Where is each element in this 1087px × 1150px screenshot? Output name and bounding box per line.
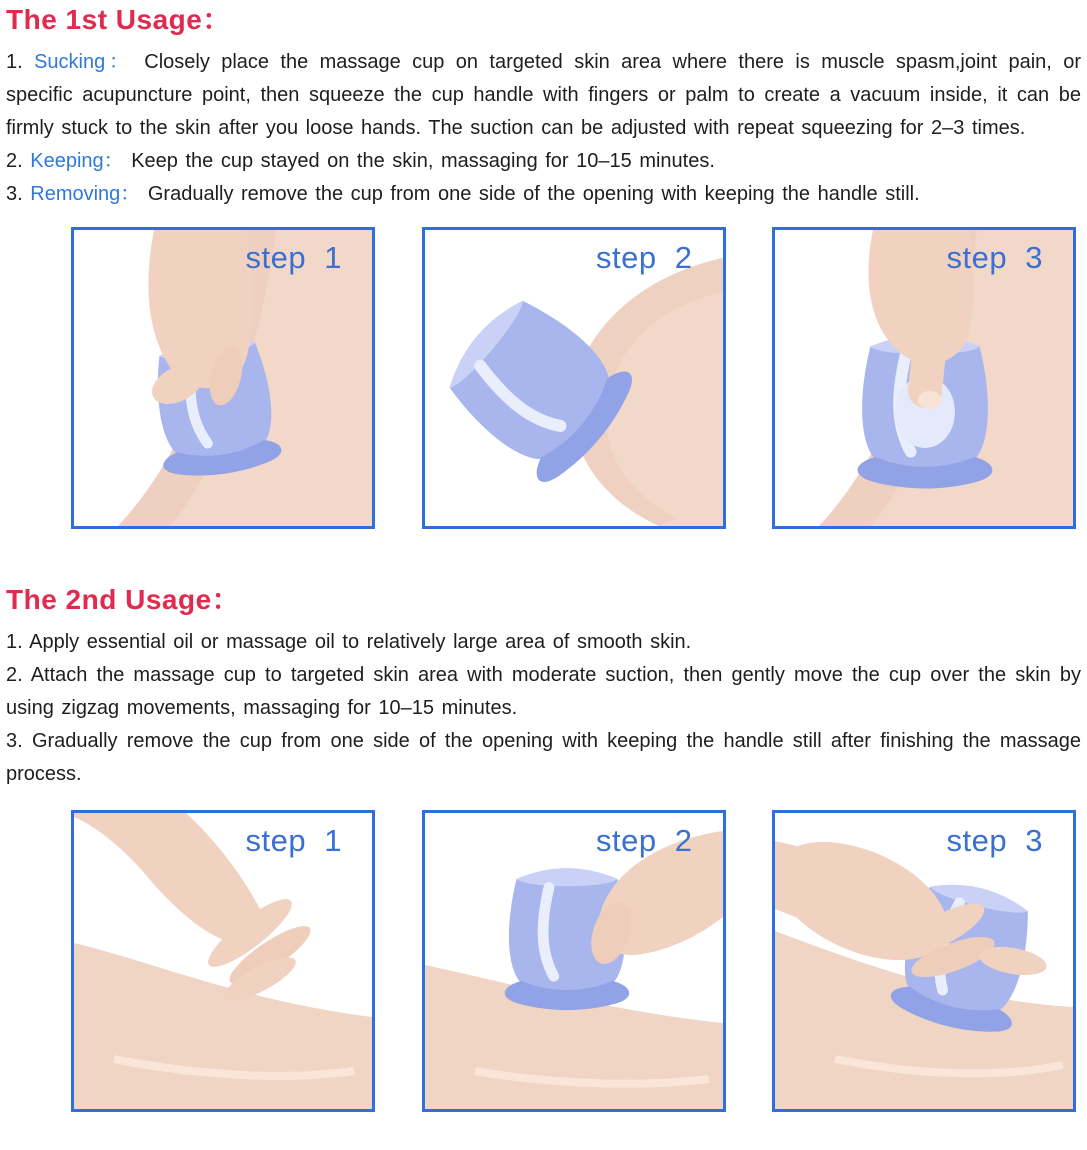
usage2-step3-photo bbox=[772, 810, 1076, 1112]
item-text: Closely place the massage cup on targeted skin area where there is muscle spasm,joint pain, or specific acupuncture point, then squeeze the cup handle with fingers or palm to create a vacuum inside, it can be firmly stuck to the skin after you loose hands. The suction can be adjusted with repeat squeezing for 2–3 times. bbox=[6, 51, 1082, 139]
step-label: step 3 bbox=[946, 240, 1043, 275]
item-number: 3. bbox=[6, 730, 23, 752]
step-label: step 1 bbox=[245, 823, 342, 858]
item-number: 2. bbox=[6, 150, 23, 172]
step-label: step 3 bbox=[946, 823, 1043, 858]
hand bbox=[145, 230, 252, 412]
usage2-step1-photo bbox=[71, 810, 375, 1112]
item-number: 3. bbox=[6, 183, 23, 205]
usage2-heading: The 2nd Usage： bbox=[6, 584, 241, 615]
instruction-item bbox=[6, 46, 1081, 145]
item-number: 1. bbox=[6, 51, 23, 73]
usage1-steps-row bbox=[71, 227, 1076, 529]
usage1-heading: The 1st Usage： bbox=[6, 4, 231, 35]
usage1-step2-photo bbox=[422, 227, 726, 529]
item-text: Attach the massage cup to targeted skin area with moderate suction, then gently move the cup over the skin by using zigzag movements, massaging for 10–15 minutes. bbox=[6, 664, 1082, 719]
usage1-instructions bbox=[6, 46, 1081, 211]
item-keyword: Sucking： bbox=[34, 51, 133, 73]
item-text: Keep the cup stayed on the skin, massaging for 10–15 minutes. bbox=[131, 150, 715, 172]
step-label: step 1 bbox=[245, 240, 342, 275]
item-text: Apply essential oil or massage oil to relatively large area of smooth skin. bbox=[29, 631, 692, 653]
usage2-steps-row bbox=[71, 810, 1076, 1112]
item-text: Gradually remove the cup from one side of the opening with keeping the handle still after finishing the massage process. bbox=[6, 730, 1081, 785]
item-number: 1. bbox=[6, 631, 23, 653]
item-number: 2. bbox=[6, 664, 23, 686]
item-keyword: Keeping： bbox=[30, 150, 124, 172]
instruction-item bbox=[6, 659, 1081, 725]
usage1-step1-photo bbox=[71, 227, 375, 529]
usage2-step2-photo bbox=[422, 810, 726, 1112]
step-label: step 2 bbox=[596, 240, 693, 275]
item-text: Gradually remove the cup from one side of the opening with keeping the handle still. bbox=[147, 183, 920, 205]
instruction-item bbox=[6, 725, 1081, 791]
usage1-step3-photo bbox=[772, 227, 1076, 529]
instruction-item bbox=[6, 626, 1081, 659]
step-label: step 2 bbox=[596, 823, 693, 858]
instruction-item bbox=[6, 178, 1081, 211]
instruction-item bbox=[6, 145, 1081, 178]
item-keyword: Removing： bbox=[30, 183, 141, 205]
usage2-instructions bbox=[6, 626, 1081, 791]
